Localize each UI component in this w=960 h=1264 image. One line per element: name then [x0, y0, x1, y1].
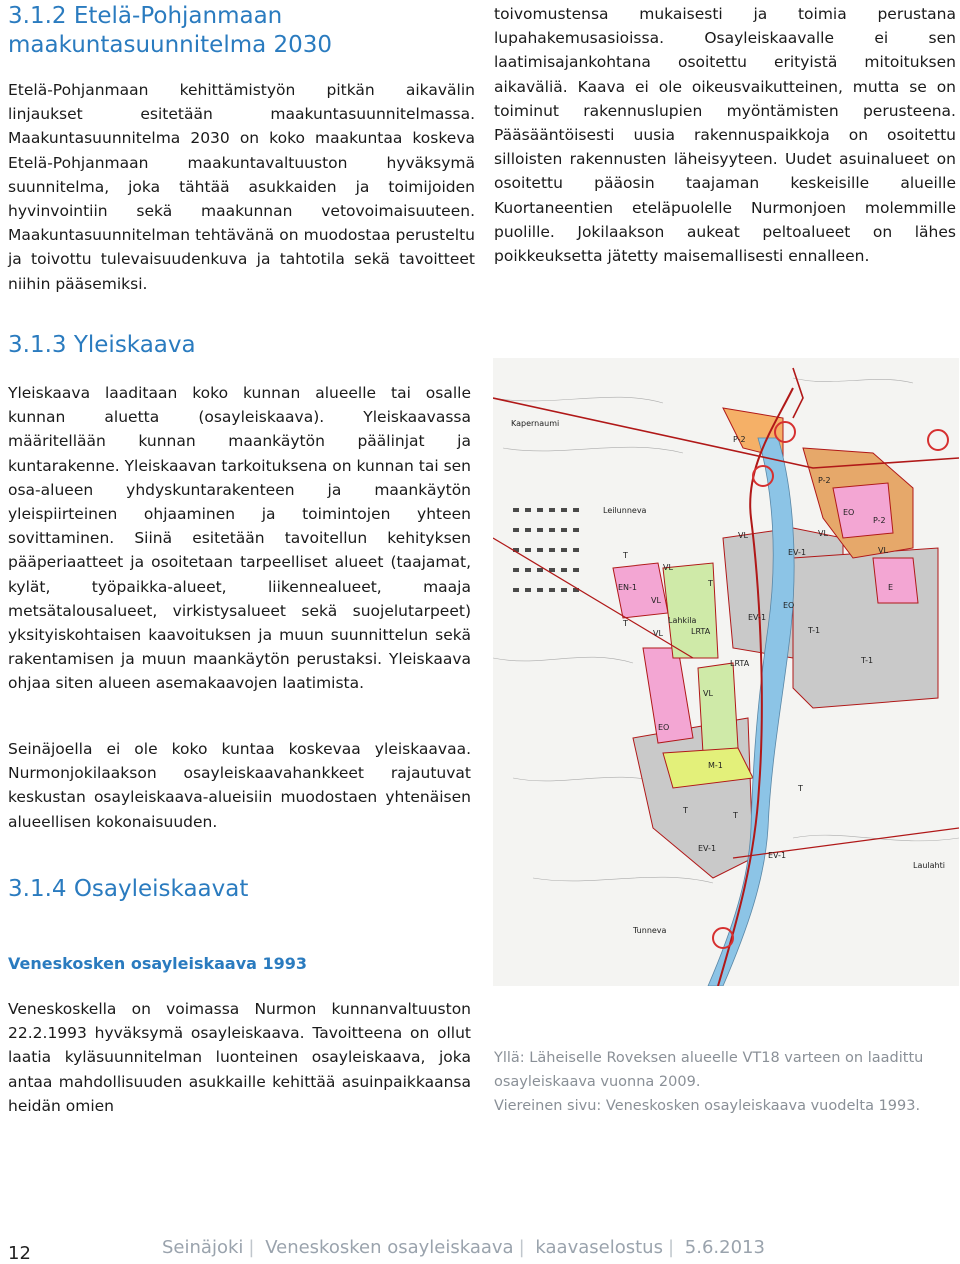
map-label-tf: T: [733, 811, 738, 820]
footer-doc: kaavaselostus: [535, 1237, 663, 1258]
map-label-tunneva: Tunneva: [633, 926, 667, 935]
section-313-text-2: Seinäjoella ei ole koko kuntaa koskevaa yleiskaavaa. Nurmonjokilaakson osayleiskaavahankkeet rajautuvat keskustan osayleiskaava-alueisiin muodostaen yhtenäisen alueellisen kokonaisuuden.: [8, 740, 471, 831]
map-label-e1: E: [888, 583, 894, 592]
map-label-leilunneva: Leilunneva: [603, 506, 647, 515]
map-label-td: T: [683, 806, 688, 815]
zone-pink-1: [833, 483, 893, 538]
footer-date: 5.6.2013: [684, 1237, 765, 1258]
map-label-t1a: T-1: [808, 626, 821, 635]
section-314-heading: 3.1.4 Osayleiskaavat: [8, 876, 249, 902]
map-label-en1: EN-1: [618, 583, 638, 592]
map-label-vl4: VL: [663, 563, 673, 572]
map-label-vl2: VL: [818, 529, 828, 538]
zoning-map: [493, 358, 959, 986]
right-column-text: toivomustensa mukaisesti ja toimia perustana lupahakemusasioissa. Osayleiskaavalle ei sen laatimisajankohtana osoitettu erityistä mitoituksen aikaväliä. Kaava ei ole oikeusvaikutteinen, mutta se on toiminut rakennuslupien myöntämisten perusteena. Pääsääntöisesti uusia rakennuspaikkoja on osoitettu silloisten rakennusten läheisyyteen. Uudet asuinalueet on osoitettu pääosin taajaman keskeisille alueille Kuortaneentien eteläpuolelle Nurmonjoen molemmille puolille. Jokilaakson aukeat peltoalueet on lähes poikkeuksetta jätetty maisemallisesti ennalleen.: [494, 5, 956, 266]
map-label-p2a: P-2: [733, 435, 746, 444]
map-label-eo3: EO: [658, 723, 670, 732]
map-label-tb: T: [708, 579, 713, 588]
map-caption-1: Yllä: Läheiselle Roveksen alueelle VT18 varteen on laadittu osayleiskaava vuonna 2009.: [494, 1050, 924, 1090]
map-label-eo2: EO: [783, 601, 795, 610]
map-label-ev1d: EV-1: [768, 851, 787, 860]
map-caption-2: Viereinen sivu: Veneskosken osayleiskaava vuodelta 1993.: [494, 1098, 921, 1114]
zone-pink-2: [873, 558, 918, 603]
section-312-heading: 3.1.2 Etelä-Pohjanmaan maakuntasuunnitelma 2030: [8, 3, 333, 58]
map-label-lrta2: LRTA: [730, 659, 750, 668]
map-label-vl7: VL: [703, 689, 713, 698]
map-label-lahkila: Lahkila: [668, 616, 697, 625]
page-footer: Seinäjoki | Veneskosken osayleiskaava | kaavaselostus | 5.6.2013: [162, 1237, 765, 1258]
map-label-eo1: EO: [843, 508, 855, 517]
map-label-kapernaumi: Kapernaumi: [511, 419, 560, 428]
map-label-p2c: P-2: [873, 516, 886, 525]
section-313-text-1: Yleiskaava laaditaan koko kunnan alueelle tai osalle kunnan aluetta (osayleiskaava). Yleiskaavassa määritellään kunnan maankäytön päälinjat ja kuntarakenne. Yleiskaavan tarkoituksena on kunnan tai sen osa-alueen yhdyskuntarakenteen ja maankäytön yleispiirteinen ohjaaminen ja toimintojen yhteen sovittaminen. Siinä esitetään tavoitellun kehityksen pääperiaatteet ja osoitetaan tarpeelliset alueet (taajamat, kylät, työpaikka-alueet, liikennealueet, maaja metsätalousalueet, virkistysalueet sekä suojelutarpeet) yksityiskohtaisen kaavoituksen ja muun suunnittelun sekä rakentamisen ja muun maankäytön perustaksi. Yleiskaava ohjaa siten alueen asemakaavojen laatimista.: [8, 384, 472, 693]
map-label-t1b: T-1: [861, 656, 874, 665]
section-314-text: Veneskoskella on voimassa Nurmon kunnanvaltuuston 22.2.1993 hyväksymä osayleiskaava. Tavoitteena on ollut laatia kyläsuunnitelman luonteinen osayleiskaava, joka antaa mahdollisuuden asukkaille kehittää asuinpaikkaansa heidän omien: [8, 1000, 471, 1115]
section-313-heading: 3.1.3 Yleiskaava: [8, 332, 196, 358]
map-label-ev1c: EV-1: [698, 844, 717, 853]
map-label-p2b: P-2: [818, 476, 831, 485]
zone-green-1: [663, 563, 718, 658]
map-label-vl6: VL: [653, 629, 663, 638]
section-312-text: Etelä-Pohjanmaan kehittämistyön pitkän aikavälin linjaukset esitetään maakuntasuunnitelmassa. Maakuntasuunnitelma 2030 on koko maakuntaa koskeva Etelä-Pohjanmaan maakuntavaltuuston hyväksymä suunnitelma, joka tähtää asukkaiden ja toimijoiden hyvinvointiin sekä maakunnan vetovoimaisuuteen. Maakuntasuunnitelman tehtävänä on muodostaa perusteltu ja toivottu tulevaisuudenkuva ja tahtotila sekä tavoitteet niihin pääsemiksi.: [8, 81, 475, 293]
map-label-ta: T: [623, 551, 628, 560]
map-label-vl5: VL: [651, 596, 661, 605]
section-314-subheading: Veneskosken osayleiskaava 1993: [8, 954, 308, 973]
zone-green-2: [698, 663, 738, 753]
map-label-te: T: [798, 784, 803, 793]
map-label-ev1a: EV-1: [788, 548, 807, 557]
map-label-ev1b: EV-1: [748, 613, 767, 622]
map-label-tc: T: [623, 619, 628, 628]
footer-city: Seinäjoki: [162, 1237, 244, 1258]
map-label-lrta1: LRTA: [691, 627, 711, 636]
map-label-m1: M-1: [708, 761, 723, 770]
map-label-laulahti: Laulahti: [913, 861, 945, 870]
page-number: 12: [8, 1243, 31, 1264]
map-label-vl1: VL: [738, 531, 748, 540]
footer-title: Veneskosken osayleiskaava: [265, 1237, 514, 1258]
map-label-vl3: VL: [878, 546, 888, 555]
